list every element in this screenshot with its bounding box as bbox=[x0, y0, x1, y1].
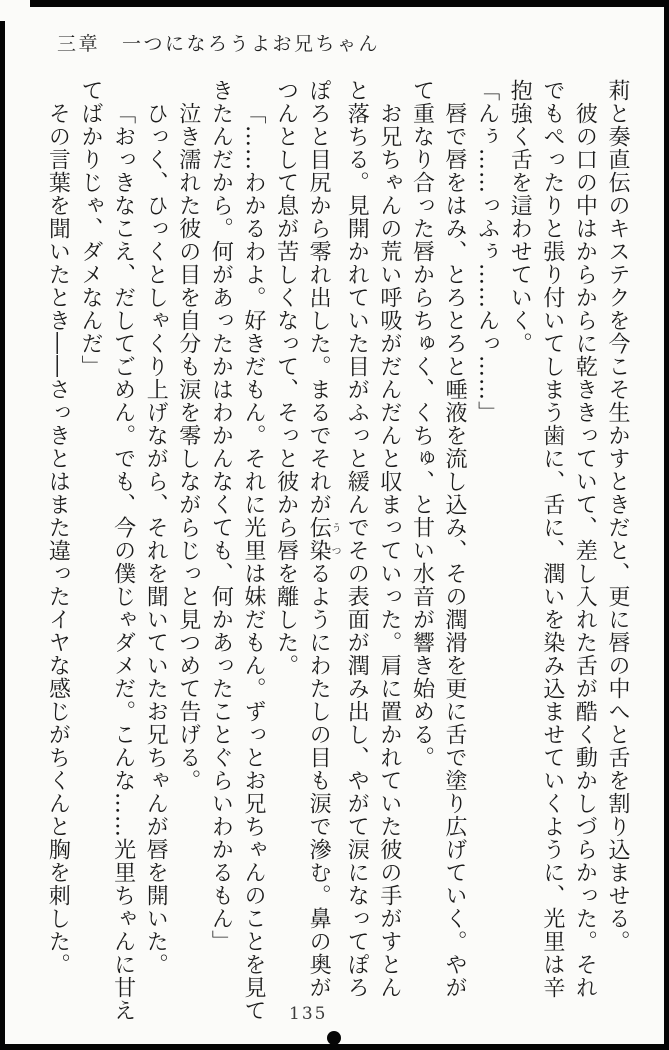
text-column: ひっく、ひっくとしゃくり上げながら、それを聞いていたお兄ちゃんが唇を開いた。 bbox=[143, 102, 169, 976]
text-column: 唇で唇をはみ、とろとろと唾液を流し込み、その潤滑を更に舌で塗り広げていく。やが bbox=[442, 102, 468, 999]
text-column: でもぺったりと張り付いてしまう歯に、舌に、潤いを染み込ませていくように、光里は辛 bbox=[539, 79, 565, 999]
running-head bbox=[57, 29, 380, 56]
text-column-dialogue: きたんだから。何があったかはわかんなくても、何かあったことぐらいわかるもん」 bbox=[208, 79, 234, 953]
text-column-dialogue: 「おっきなこえ、だしてごめん。でも、今の僕じゃダメだ。こんな……光里ちゃんに甘え bbox=[110, 102, 136, 1022]
text-column-dialogue: 「んぅ……っふぅ……んっ……」 bbox=[474, 79, 500, 424]
page-frame-left bbox=[0, 0, 5, 1050]
text-column: お兄ちゃんの荒い呼吸がだんだんと収まっていった。肩に置かれていた彼の手がすとん bbox=[376, 102, 402, 999]
text-column-with-ruby: ぽろと目尻から零れ出した。まるでそれが伝染うつるようにわたしの目も涙で滲む。鼻の奥が bbox=[306, 79, 341, 999]
ruby-annotation: 伝染うつ bbox=[306, 516, 341, 562]
text-column-dialogue: 「……わかるわよ。好きだもん。それに光里は妹だもん。ずっとお兄ちゃんのことを見て bbox=[240, 102, 266, 1022]
scan-corner-notch bbox=[0, 0, 30, 21]
text-column: 彼の口の中はからからに乾ききっていて、差し入れた舌が酷く動かしづらかった。それ bbox=[572, 102, 598, 999]
page-number: 135 bbox=[289, 1004, 328, 1024]
text-column: て重なり合った唇からちゅく、くちゅ、と甘い水音が響き始める。 bbox=[409, 79, 435, 769]
text-column: つんとして息が苦しくなって、そっと彼から唇を離した。 bbox=[273, 79, 299, 677]
text-column: 泣き濡れた彼の目を自分も涙を零しながらじっと見つめて告げる。 bbox=[175, 102, 201, 792]
text-column: 抱強く舌を這わせていく。 bbox=[507, 79, 533, 355]
page-frame-top bbox=[0, 0, 669, 7]
chapter-label: 三章 bbox=[57, 33, 101, 55]
text-column: その言葉を聞いたとき――さっきとはまた違ったイヤな感じがちくんと胸を刺した。 bbox=[45, 102, 71, 976]
vertical-text-area bbox=[41, 79, 633, 1025]
text-column: と落ちる。見開かれていた目がふっと緩んでその表面が潤み出し、やがて涙になってぽろ bbox=[344, 79, 370, 999]
chapter-title: 一つになろうよお兄ちゃん bbox=[122, 33, 381, 55]
page-frame-right bbox=[664, 0, 669, 1050]
text-column-dialogue: てばかりじゃ、ダメなんだ」 bbox=[78, 79, 103, 378]
text-column: 莉と奏直伝のキステクを今こそ生かすときだと、更に唇の中へと舌を割り込ませる。 bbox=[605, 79, 630, 953]
filled-circle-mark-icon bbox=[327, 1031, 341, 1045]
